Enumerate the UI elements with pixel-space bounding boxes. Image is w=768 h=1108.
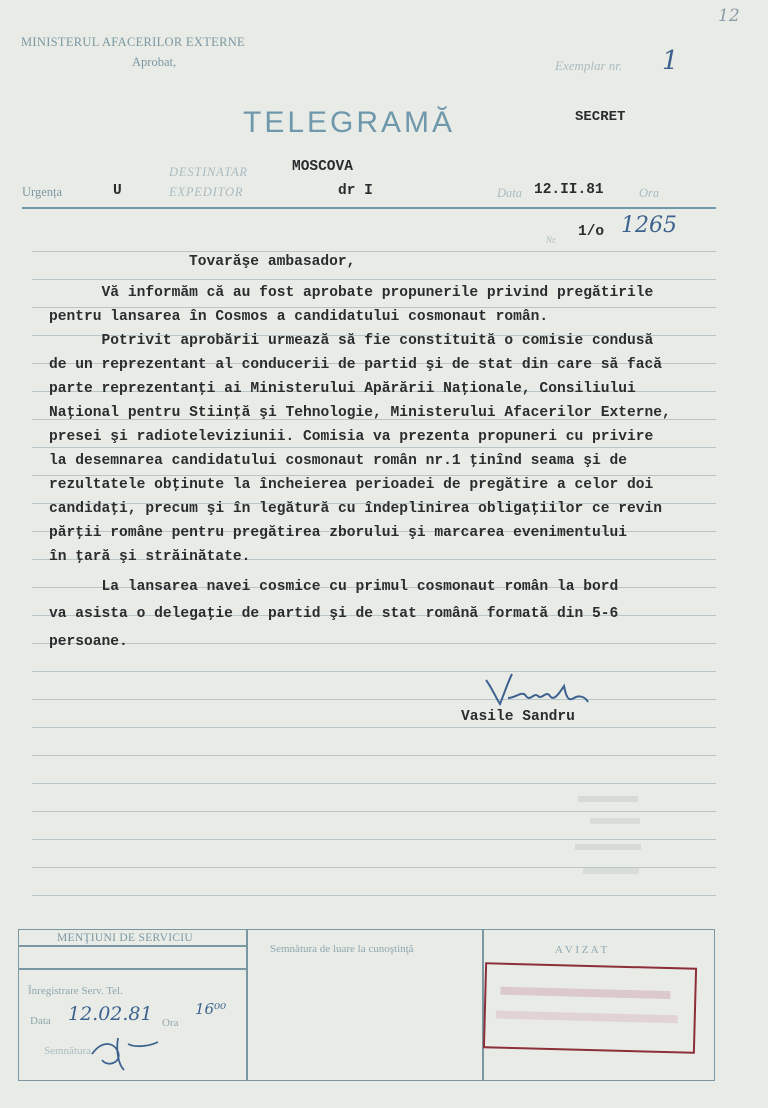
header-divider bbox=[22, 207, 716, 209]
document-title: TELEGRAMĂ bbox=[243, 106, 456, 139]
service-mentions-heading: MENŢIUNI DE SERVICIU bbox=[57, 932, 194, 944]
body-line: Vă informăm că au fost aprobate propunerile privind pregătirile bbox=[49, 285, 654, 301]
body-line: Naţional pentru Stiinţă şi Tehnologie, Ministerului Afacerilor Externe, bbox=[49, 405, 671, 421]
footer-date-label: Data bbox=[30, 1015, 51, 1027]
date-label: Data bbox=[497, 186, 522, 200]
body-line: rezultatele obţinute la încheierea perioadei de pregătire a celor doi bbox=[49, 477, 654, 493]
footer-time-label: Ora bbox=[162, 1017, 179, 1029]
number-value: 1/o bbox=[578, 224, 605, 240]
body-line: persoane. bbox=[49, 634, 128, 650]
table-divider bbox=[18, 945, 248, 947]
body-line: presei şi radioteleviziunii. Comisia va prezenta propuneri cu privire bbox=[49, 429, 654, 445]
classification-stamp: SECRET bbox=[575, 109, 626, 125]
footer-time-value: 16⁰⁰ bbox=[195, 1000, 227, 1018]
table-divider bbox=[18, 968, 248, 970]
approved-label: Aprobat, bbox=[132, 55, 177, 69]
body-line: la desemnarea candidatului cosmonaut român nr.1 ţinînd seama şi de bbox=[49, 453, 628, 469]
time-label: Ora bbox=[639, 186, 660, 200]
body-line: de un reprezentant al conducerii de partid şi de stat din care să facă bbox=[49, 357, 663, 373]
body-line: părţii române pentru pregătirea zborului şi marcarea evenimentului bbox=[49, 525, 628, 541]
body-line: Potrivit aprobării urmează să fie constituită o comisie condusă bbox=[49, 333, 654, 349]
footer-date-value: 12.02.81 bbox=[68, 1003, 153, 1025]
body-line: în ţară şi străinătate. bbox=[49, 549, 251, 565]
sender-value: dr I bbox=[338, 183, 373, 199]
urgency-value: U bbox=[113, 183, 122, 199]
body-line: candidaţi, precum şi în legătură cu îndeplinirea obligaţiilor ce revin bbox=[49, 501, 663, 517]
salutation: Tovarăşe ambasador, bbox=[189, 254, 356, 270]
sender-label: EXPEDITOR bbox=[169, 185, 244, 199]
date-value: 12.II.81 bbox=[534, 182, 604, 198]
endorsed-stamp bbox=[483, 962, 697, 1054]
footer-signature bbox=[88, 1034, 160, 1074]
footer-signature-label: Semnătura bbox=[44, 1045, 92, 1057]
recipient-value: MOSCOVA bbox=[292, 159, 353, 175]
urgency-label: Urgența bbox=[22, 185, 63, 199]
body-line: parte reprezentanţi ai Ministerului Apărării Naţionale, Consiliului bbox=[49, 381, 636, 397]
copy-number-value: 1 bbox=[662, 46, 679, 76]
recipient-label: DESTINATAR bbox=[169, 165, 248, 179]
page-number: 12 bbox=[718, 6, 740, 26]
number-handwritten: 1265 bbox=[621, 213, 677, 238]
registration-label: Înregistrare Serv. Tel. bbox=[28, 985, 123, 997]
body-line: La lansarea navei cosmice cu primul cosmonaut român la bord bbox=[49, 579, 619, 595]
ministry-name: MINISTERUL AFACERILOR EXTERNE bbox=[21, 35, 245, 49]
table-divider bbox=[246, 929, 248, 1081]
body-line: va asista o delegaţie de partid şi de stat română formată din 5-6 bbox=[49, 606, 619, 622]
signature-name: Vasile Sandru bbox=[461, 709, 575, 725]
endorsed-heading: A V I Z A T bbox=[555, 944, 608, 956]
acknowledgement-heading: Semnătura de luare la cunoştinţă bbox=[270, 943, 414, 955]
body-line: pentru lansarea în Cosmos a candidatului cosmonaut român. bbox=[49, 309, 549, 325]
number-label: Nr. bbox=[546, 235, 557, 245]
copy-number-label: Exemplar nr. bbox=[555, 58, 623, 73]
